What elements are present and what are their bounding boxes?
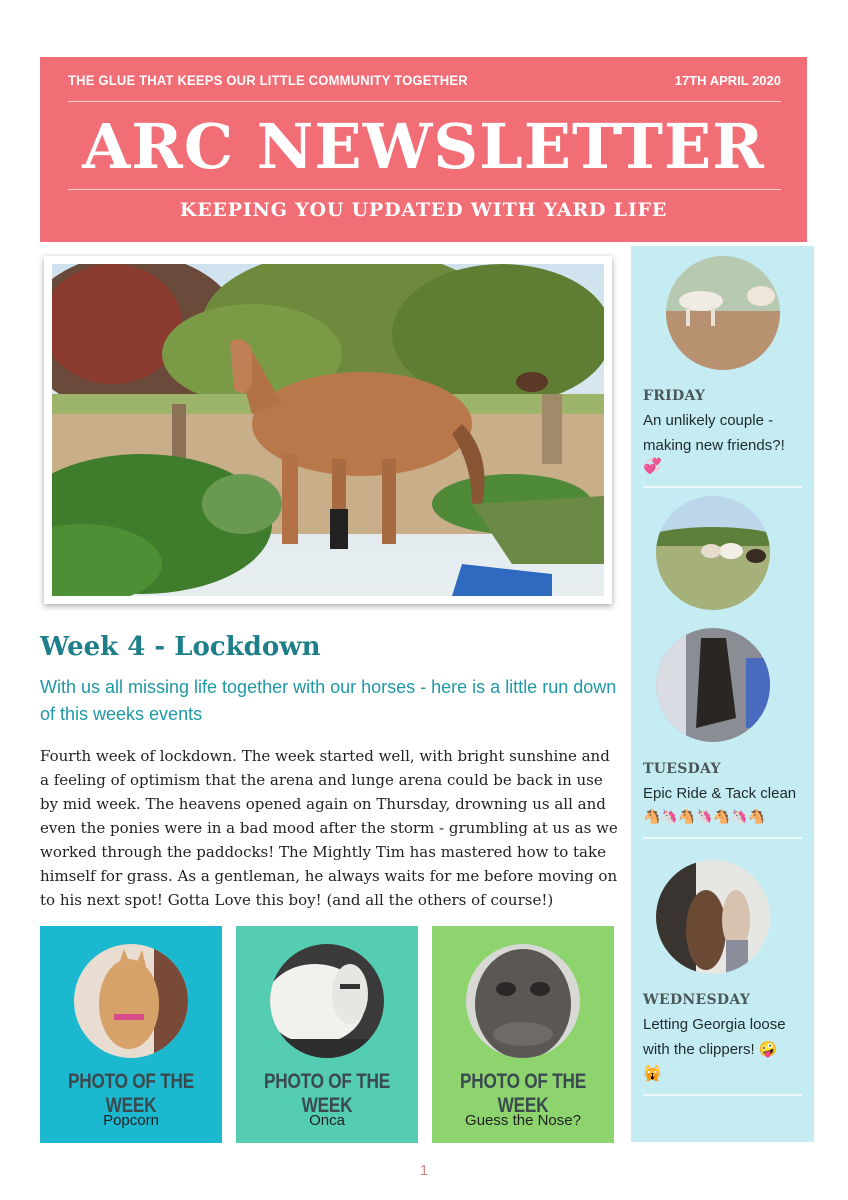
photo-caption: Guess the Nose? (465, 1112, 581, 1129)
photo-of-week-label: PHOTO OF THE WEEK (68, 1070, 194, 1117)
sidebar-day-wednesday: WEDNESDAY (643, 992, 751, 1008)
sidebar-text-friday: An unlikely couple - making new friends?! (643, 412, 785, 454)
photo-of-week-label: PHOTO OF THE WEEK (264, 1070, 390, 1117)
sidebar-emoji-tuesday: 🐴🦄🐴🦄🐴🦄🐴 (643, 808, 766, 824)
article-body: Fourth week of lockdown. The week started well, with bright sunshine and a feeling of optimism that the arena and lunge arena could be back in use by mid week. The heavens opened again on Thursday, drowning us all and even the ponies were in a bad mood after the storm - grumbling at us as we worked through the paddocks! The Mightly Tim has mastered how to take himself for grass. As a gentleman, he always waits for me before moving on to his next spot! Gotta Love this boy! (and all the others of course!) (40, 747, 618, 909)
sidebar-text-tuesday: Epic Ride & Tack clean (643, 785, 797, 802)
tack-photo (656, 628, 770, 742)
newsletter-title: ARC NEWSLETTER (82, 110, 765, 183)
newsletter-subtitle: KEEPING YOU UPDATED WITH YARD LIFE (179, 199, 668, 221)
friday-photo (666, 256, 780, 370)
sidebar (631, 246, 814, 1142)
article-headline: Week 4 - Lockdown (40, 632, 321, 662)
sidebar-text-wednesday: Letting Georgia loose with the clippers! 🤪 (643, 1016, 786, 1058)
issue-date: 17TH APRIL 2020 (674, 73, 781, 88)
sidebar-emoji-friday: 💞 (643, 458, 662, 475)
horse-photo-image (52, 264, 604, 596)
sidebar-day-tuesday: TUESDAY (643, 761, 721, 777)
sidebar-emoji-wednesday: 🙀 (643, 1065, 662, 1082)
photo-of-week-label: PHOTO OF THE WEEK (460, 1070, 586, 1117)
popcorn-photo (74, 944, 188, 1058)
article-lede: With us all missing life together with our horses - here is a little run down of this weeks events (40, 677, 617, 724)
photo-of-week-onca (236, 926, 418, 1143)
nose-photo (466, 944, 580, 1058)
header-tagline: THE GLUE THAT KEEPS OUR LITTLE COMMUNITY TOGETHER (68, 72, 468, 89)
photo-of-week-popcorn (40, 926, 222, 1143)
sidebar-divider (643, 1094, 802, 1096)
photo-caption: Onca (309, 1112, 345, 1129)
header-divider-bottom (68, 189, 781, 190)
sidebar-day-friday: FRIDAY (643, 388, 706, 404)
photo-caption: Popcorn (103, 1112, 159, 1129)
onca-photo (270, 944, 384, 1058)
sidebar-divider (643, 486, 802, 488)
sidebar-divider (643, 837, 802, 839)
header-banner (40, 57, 807, 242)
page-number: 1 (419, 1162, 429, 1179)
clippers-photo (656, 860, 770, 974)
ride-photo (656, 496, 770, 610)
main-horse-photo (44, 256, 612, 604)
photo-of-week-nose (432, 926, 614, 1143)
header-divider-top (68, 101, 781, 102)
